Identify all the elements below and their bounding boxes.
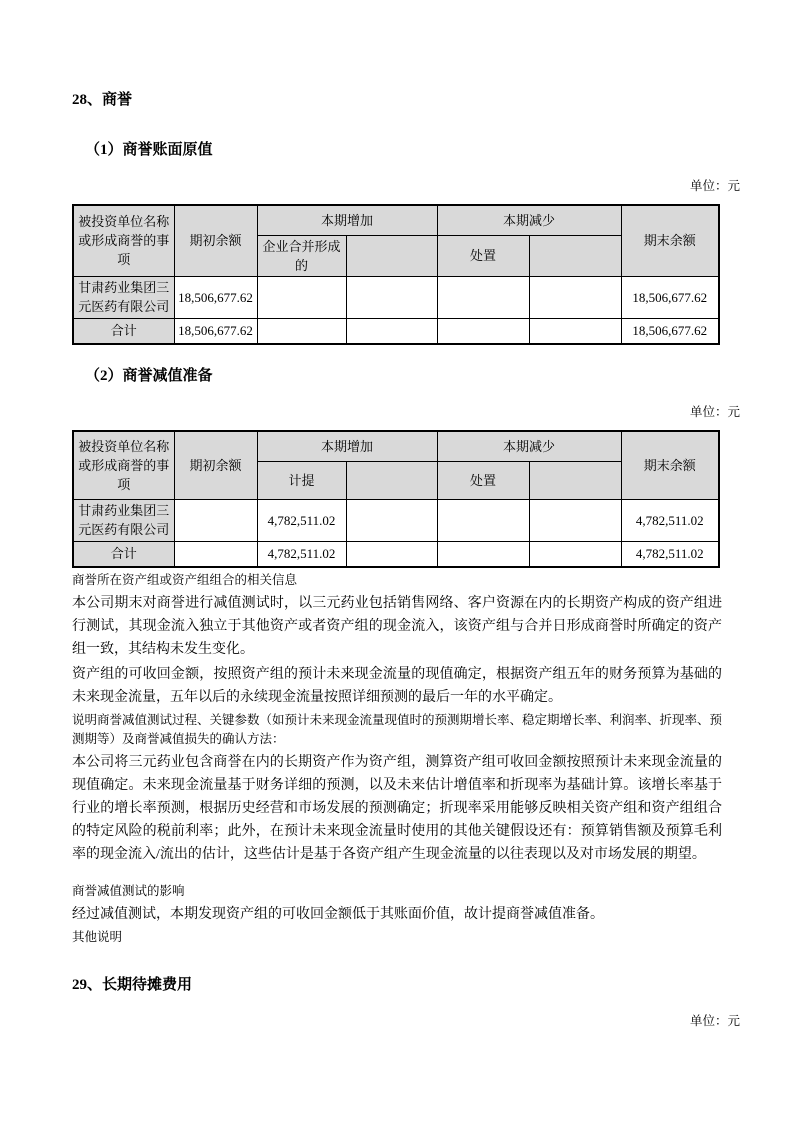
note-label-test-process-params: 说明商誉减值测试过程、关键参数（如预计未来现金流量现值时的预测期增长率、稳定期增长率、利润率、折现率、预测期等）及商誉减值损失的确认方法： (72, 713, 723, 746)
cell-increase-other (346, 499, 437, 541)
cell-total-decrease-other (529, 318, 621, 344)
col-header-increase-other (346, 235, 437, 276)
note-para-key-assumptions: 本公司将三元药业包含商誉在内的长期资产作为资产组，测算资产组可收回金额按照预计未来现金流量的现值确定。未来现金流量基于财务详细的预测，以及未来估计增值率和折现率为基础计算。该增长率基于行业的增长率预测，根据历史经营和市场发展的预测确定；折现率采用能够反映相关资产组和资产组组合的特定风险的税前利率；此外，在预计未来现金流量时使用的其他关键假设还有：预算销售额及预算毛利率的现金流入/流出的估计，这些估计是基于各资产组产生现金流量的以往表现以及对市场发展的期望。 (72, 755, 722, 862)
col-header-disposal: 处置 (437, 235, 529, 276)
table-row (73, 276, 719, 318)
cell-total-label: 合计 (73, 318, 174, 344)
cell-total-label: 合计 (73, 541, 174, 567)
cell-decrease-other (529, 499, 621, 541)
section-29-heading: 29、长期待摊费用 (72, 977, 193, 993)
cell-total-increase-other (346, 318, 437, 344)
cell-investee-name: 甘肃药业集团三元医药有限公司 (73, 499, 174, 541)
col-header-opening-balance: 期初余额 (174, 431, 257, 499)
note-para-test-result: 经过减值测试，本期发现资产组的可收回金额低于其账面价值，故计提商誉减值准备。 (72, 907, 604, 922)
col-header-decrease-other (529, 461, 621, 499)
subsection-2-heading: （2）商誉减值准备 (85, 368, 213, 384)
subsection-1-heading: （1）商誉账面原值 (85, 142, 213, 158)
col-header-investee: 被投资单位名称或形成商誉的事项 (73, 205, 174, 276)
cell-increase-combination (257, 276, 346, 318)
cell-closing-balance: 18,506,677.62 (621, 276, 719, 318)
note-label-test-impact: 商誉减值测试的影响 (72, 884, 185, 898)
cell-opening-balance: 18,506,677.62 (174, 276, 257, 318)
cell-provision: 4,782,511.02 (257, 499, 346, 541)
cell-opening-balance (174, 499, 257, 541)
cell-disposal (437, 499, 529, 541)
cell-total-decrease-other (529, 541, 621, 567)
col-header-increase-other (346, 461, 437, 499)
cell-total-disposal (437, 541, 529, 567)
cell-total-increase-combination (257, 318, 346, 344)
goodwill-notes (72, 571, 722, 947)
cell-total-opening (174, 541, 257, 567)
col-header-business-combination: 企业合并形成的 (257, 235, 346, 276)
col-group-decrease: 本期减少 (437, 205, 621, 235)
unit-label: 单位：元 (689, 405, 740, 419)
goodwill-cost-table (72, 204, 720, 345)
cell-investee-name: 甘肃药业集团三元医药有限公司 (73, 276, 174, 318)
note-para-impairment-test-basis: 本公司期末对商誉进行减值测试时，以三元药业包括销售网络、客户资源在内的长期资产构成的资产组进行测试，其现金流入独立于其他资产或者资产组的现金流入，该资产组与合并日形成商誉时所确定的资产组一致，其结构未发生变化。 (72, 596, 722, 657)
goodwill-impairment-table (72, 430, 720, 568)
col-group-decrease: 本期减少 (437, 431, 621, 461)
cell-disposal (437, 276, 529, 318)
unit-label: 单位：元 (689, 179, 740, 193)
note-label-other-notes: 其他说明 (72, 930, 123, 944)
cell-increase-other (346, 276, 437, 318)
unit-label: 单位：元 (689, 1014, 740, 1028)
cell-decrease-other (529, 276, 621, 318)
note-label-asset-group-info: 商誉所在资产组或资产组组合的相关信息 (72, 573, 298, 587)
col-group-increase: 本期增加 (257, 431, 437, 461)
cell-total-increase-other (346, 541, 437, 567)
col-header-opening-balance: 期初余额 (174, 205, 257, 276)
table-row-total (73, 541, 719, 567)
section-28-heading: 28、商誉 (72, 92, 133, 108)
col-header-closing-balance: 期末余额 (621, 205, 719, 276)
col-header-investee: 被投资单位名称或形成商誉的事项 (73, 431, 174, 499)
col-group-increase: 本期增加 (257, 205, 437, 235)
table-row (73, 499, 719, 541)
table-row-total (73, 318, 719, 344)
col-header-provision: 计提 (257, 461, 346, 499)
cell-closing-balance: 4,782,511.02 (621, 499, 719, 541)
col-header-decrease-other (529, 235, 621, 276)
col-header-closing-balance: 期末余额 (621, 431, 719, 499)
cell-total-opening: 18,506,677.62 (174, 318, 257, 344)
note-para-recoverable-amount: 资产组的可收回金额，按照资产组的预计未来现金流量的现值确定，根据资产组五年的财务预算为基础的未来现金流量，五年以后的永续现金流量按照详细预测的最后一年的水平确定。 (72, 667, 722, 705)
col-header-disposal: 处置 (437, 461, 529, 499)
cell-total-closing: 18,506,677.62 (621, 318, 719, 344)
cell-total-provision: 4,782,511.02 (257, 541, 346, 567)
cell-total-closing: 4,782,511.02 (621, 541, 719, 567)
cell-total-disposal (437, 318, 529, 344)
